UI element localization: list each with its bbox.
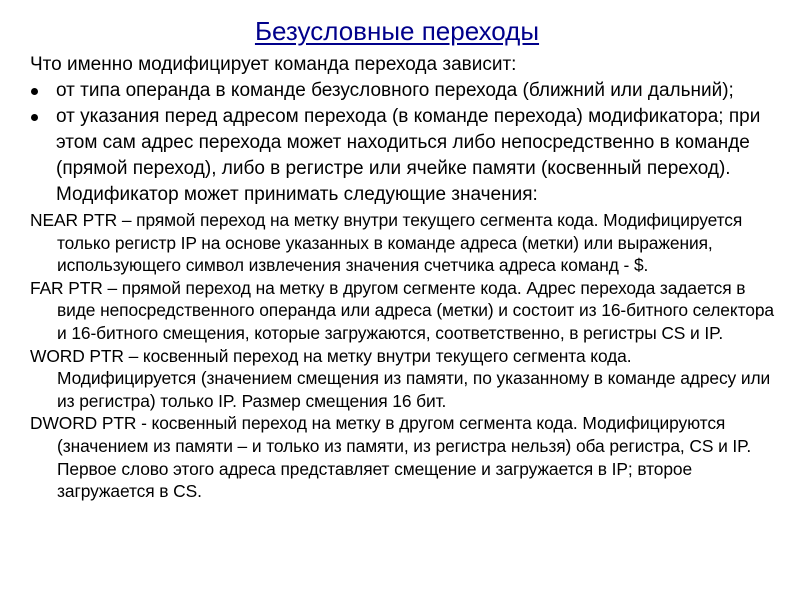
bullet-text: от типа операнда в команде безусловного перехода (ближний или дальний);: [56, 80, 734, 101]
modifier-far-ptr: FAR PTR – прямой переход на метку в другом сегменте кода. Адрес перехода задается в виде непосредственного операнда или адреса (метки) и состоит из 16-битного селектора и 16-битного смещения, которые загружаются, соответственно, в регистры CS и IP.: [30, 277, 774, 343]
intro-text: Что именно модифицирует команда перехода зависит:: [30, 54, 517, 75]
modifier-dword-ptr: DWORD PTR - косвенный переход на метку в другом сегмента кода. Модифицируются (значением из памяти – и только из памяти, из регистра нельзя) оба регистра, CS и IP. Первое слово этого адреса представляет смещение и загружается в IP; второе загружается в CS.: [30, 413, 752, 502]
modifier-near-ptr: NEAR PTR – прямой переход на метку внутри текущего сегмента кода. Модифицируется только регистр IP на основе указанных в команде адреса (метки) или выражения, использующего символ извлечения значения счетчика адреса команд - $.: [30, 210, 743, 276]
bullet-list: [30, 78, 774, 208]
bullet-text: от указания перед адресом перехода (в команде перехода) модификатора; при этом сам адрес перехода может находиться либо непосредственно в команде (прямой переход), либо в регистре или ячейке памяти (косвенный переход). Модификатор может принимать следующие значения:: [56, 106, 761, 205]
slide-title: Безусловные переходы: [254, 16, 540, 46]
slide-content: [30, 52, 774, 503]
modifier-word-ptr: WORD PTR – косвенный переход на метку внутри текущего сегмента кода. Модифицируется (значением смещения из памяти, по указанному в команде адресу или из регистра) только IP. Размер смещения 16 бит.: [30, 345, 771, 411]
bullet-dot-icon: [31, 114, 38, 121]
modifier-list: [30, 209, 774, 503]
bullet-dot-icon: [31, 88, 38, 95]
bullet-item-operand-type: [30, 78, 774, 104]
bullet-item-modifier: [30, 104, 774, 208]
